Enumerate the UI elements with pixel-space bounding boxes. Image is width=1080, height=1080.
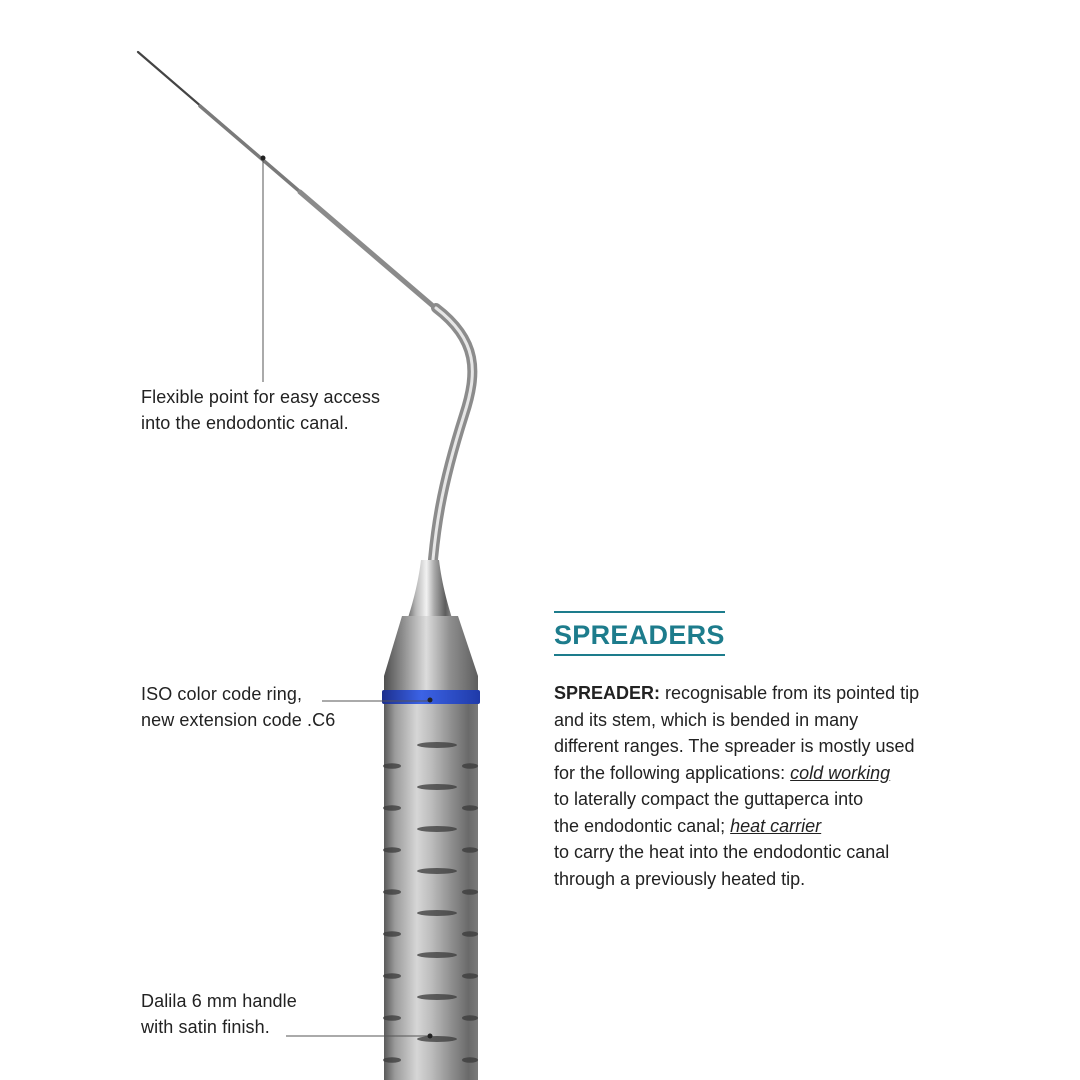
desc-line-6 <box>554 813 919 840</box>
heading-block <box>554 611 725 656</box>
desc-line-1 <box>554 680 919 707</box>
callout-handle-line1: Dalila 6 mm handle <box>141 991 297 1011</box>
desc-line-3: different ranges. The spreader is mostly used <box>554 736 915 756</box>
callout-handle <box>141 988 297 1040</box>
callout-tip-line2: into the endodontic canal. <box>141 413 349 433</box>
callout-ring-line2: new extension code .C6 <box>141 710 336 730</box>
desc-line-6-pre: the endodontic canal; <box>554 815 731 836</box>
callout-flexible-point <box>141 384 380 436</box>
desc-line-4 <box>554 760 919 787</box>
spreader-description <box>554 680 919 892</box>
desc-line-4-pre: for the following applications: <box>554 762 791 783</box>
desc-line-8: through a previously heated tip. <box>554 868 806 889</box>
callout-handle-line2: with satin finish. <box>141 1017 270 1037</box>
callout-ring-line1: ISO color code ring, <box>141 684 303 704</box>
section-heading: SPREADERS <box>554 620 725 650</box>
handle-collar <box>384 616 478 690</box>
callout-iso-ring <box>141 681 335 733</box>
desc-line-2: and its stem, which is bended in many <box>554 709 859 730</box>
desc-line-1-rest: recognisable from its pointed tip <box>660 683 920 703</box>
desc-heat-carrier: heat carrier <box>730 815 822 836</box>
desc-line-7: to carry the heat into the endodontic canal <box>554 842 890 862</box>
callout-tip-line1: Flexible point for easy access <box>141 387 381 407</box>
desc-cold-working: cold working <box>790 762 891 783</box>
desc-term: SPREADER: <box>554 683 661 703</box>
desc-line-5: to laterally compact the guttaperca into <box>554 789 864 809</box>
